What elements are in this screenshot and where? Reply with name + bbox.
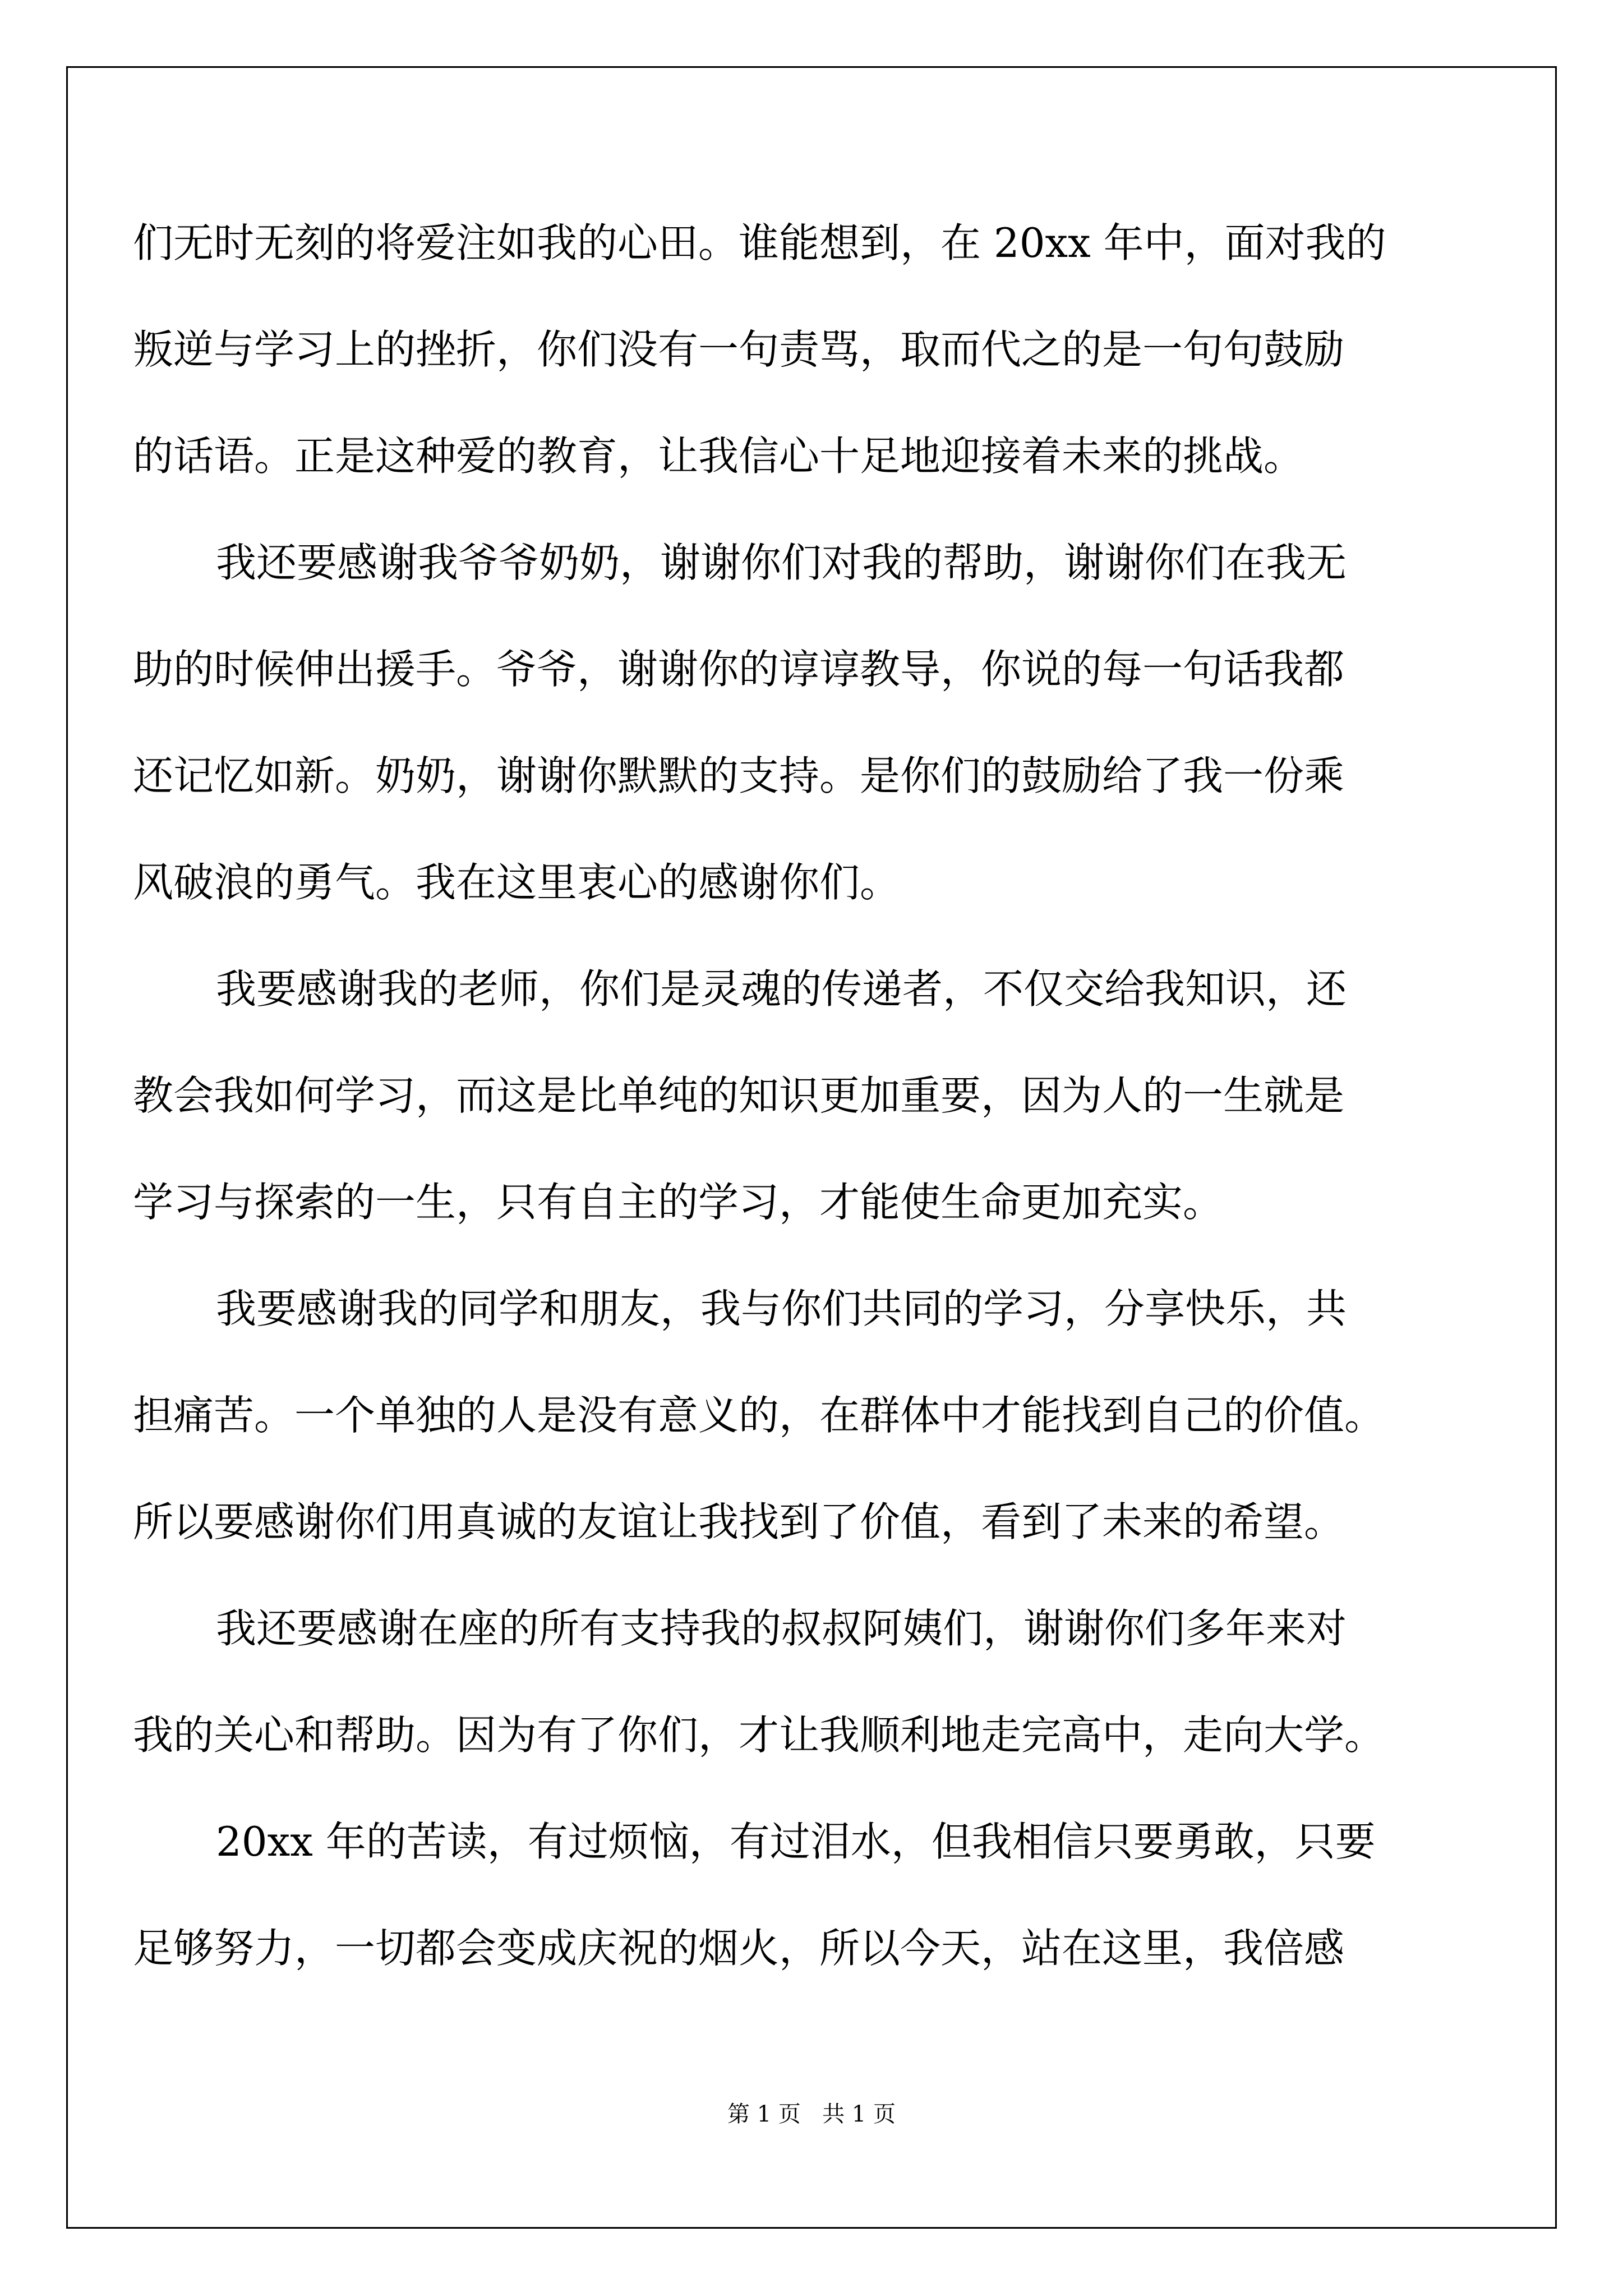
text-line-10: 学习与探索的一生，只有自主的学习，才能使生命更加充实。 xyxy=(133,1179,1224,1226)
page-number: 第 1 页 xyxy=(727,2101,801,2127)
text-line-1: 们无时无刻的将爱注如我的心田。谁能想到，在 20xx 年中，面对我的 xyxy=(133,219,1386,266)
text-line-13: 所以要感谢你们用真诚的友谊让我找到了价值，看到了未来的希望。 xyxy=(133,1498,1345,1545)
text-line-14: 我还要感谢在座的所有支持我的叔叔阿姨们，谢谢你们多年来对 xyxy=(216,1605,1347,1652)
text-line-16: 20xx 年的苦读，有过烦恼，有过泪水，但我相信只要勇敢，只要 xyxy=(216,1818,1376,1865)
page-footer xyxy=(0,2096,1623,2128)
text-line-5: 助的时候伸出援手。爷爷，谢谢你的谆谆教导，你说的每一句话我都 xyxy=(133,646,1345,693)
page-total: 共 1 页 xyxy=(822,2101,896,2127)
text-line-11: 我要感谢我的同学和朋友，我与你们共同的学习，分享快乐，共 xyxy=(216,1285,1347,1332)
text-line-8: 我要感谢我的老师，你们是灵魂的传递者，不仅交给我知识，还 xyxy=(216,965,1347,1013)
document-body xyxy=(133,190,1434,2001)
text-line-6: 还记忆如新。奶奶，谢谢你默默的支持。是你们的鼓励给了我一份乘 xyxy=(133,752,1345,799)
text-line-3: 的话语。正是这种爱的教育，让我信心十足地迎接着未来的挑战。 xyxy=(133,432,1304,480)
text-line-9: 教会我如何学习，而这是比单纯的知识更加重要，因为人的一生就是 xyxy=(133,1072,1345,1119)
text-line-4: 我还要感谢我爷爷奶奶，谢谢你们对我的帮助，谢谢你们在我无 xyxy=(216,539,1347,586)
text-line-2: 叛逆与学习上的挫折，你们没有一句责骂，取而代之的是一句句鼓励 xyxy=(133,326,1345,373)
footer-spacer xyxy=(801,2101,822,2127)
text-line-12: 担痛苦。一个单独的人是没有意义的，在群体中才能找到自己的价值。 xyxy=(133,1392,1385,1439)
text-line-7: 风破浪的勇气。我在这里衷心的感谢你们。 xyxy=(133,859,901,906)
text-line-17: 足够努力，一切都会变成庆祝的烟火，所以今天，站在这里，我倍感 xyxy=(133,1925,1345,1972)
text-line-15: 我的关心和帮助。因为有了你们，才让我顺利地走完高中，走向大学。 xyxy=(133,1711,1385,1759)
